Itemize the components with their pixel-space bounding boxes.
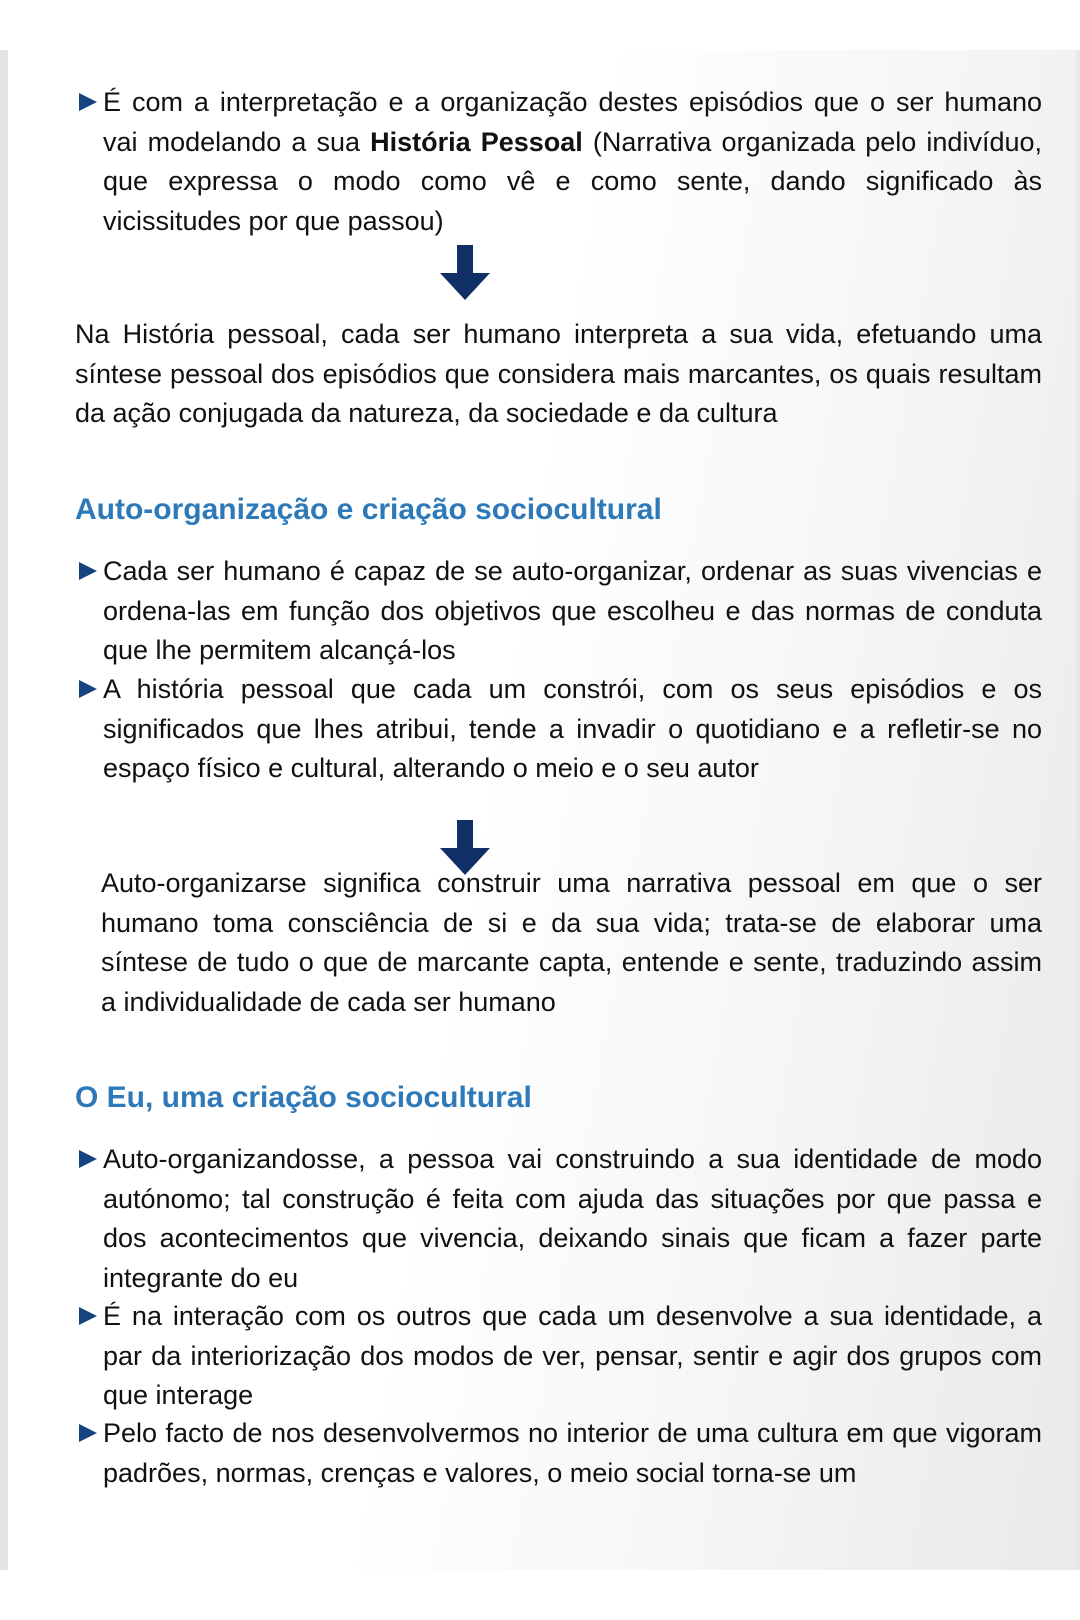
bullet-text: Pelo facto de nos desenvolvermos no interior de uma cultura em que vigoram padrões, normas, crenças e valores, o meio social torna-se um: [103, 1418, 1042, 1488]
bullet-bold-term: História Pessoal: [370, 126, 583, 157]
bullet-text-before: É com a interpretação e a organização destes episódios que o ser humano vai modelando a sua: [103, 87, 1042, 157]
bullet-historia-constroi: [77, 670, 1042, 789]
bullet-triangle-icon: [79, 680, 97, 698]
down-arrow-icon: [440, 245, 490, 303]
bullet-auto-organizar: [77, 552, 1042, 671]
bullet-triangle-icon: [79, 93, 97, 111]
conclusion-historia-pessoal: Na História pessoal, cada ser humano interpreta a sua vida, efetuando uma síntese pessoal dos episódios que considera mais marcantes, os quais resultam da ação conjugada da natureza, da sociedade e da cultura: [75, 319, 1042, 428]
bullet-historia-pessoal: [77, 83, 1042, 241]
bullet-interacao: [77, 1297, 1042, 1416]
bullet-cultura: [77, 1414, 1042, 1493]
bullet-text: É na interação com os outros que cada um desenvolve a sua identidade, a par da interiorização dos modos de ver, pensar, sentir e agir dos grupos com que interage: [103, 1301, 1042, 1410]
section-heading-auto-organizacao: Auto-organização e criação sociocultural: [75, 493, 662, 526]
bullet-triangle-icon: [79, 1150, 97, 1168]
bullet-text-after: (Narrativa organizada pelo indivíduo, que expressa o modo como vê e como sente, dando significado às vicissitudes por que passou): [103, 126, 1042, 236]
bullet-text: Auto-organizandosse, a pessoa vai construindo a sua identidade de modo autónomo; tal construção é feita com ajuda das situações por que passa e dos acontecimentos que vivencia, deixando sinais que ficam a fazer parte integrante do eu: [103, 1144, 1042, 1293]
bullet-auto-organizandosse: [77, 1140, 1042, 1298]
slide-edge-shadow: [1074, 50, 1080, 1570]
conclusion-auto-organizarse: Auto-organizarse significa construir uma narrativa pessoal em que o ser humano toma consciência de si e da sua vida; trata-se de elaborar uma síntese de tudo o que de marcante capta, entende e sente, traduzindo assim a individualidade de cada ser humano: [101, 868, 1042, 1017]
bullet-text: Cada ser humano é capaz de se auto-organizar, ordenar as suas vivencias e ordena-las em função dos objetivos que escolheu e das normas de conduta que lhe permitem alcançá-los: [103, 556, 1042, 665]
bullet-triangle-icon: [79, 1307, 97, 1325]
section-heading-o-eu: O Eu, uma criação sociocultural: [75, 1081, 532, 1114]
bullet-triangle-icon: [79, 1424, 97, 1442]
bullet-text: A história pessoal que cada um constrói, com os seus episódios e os significados que lhes atribui, tende a invadir o quotidiano e a refletir-se no espaço físico e cultural, alterando o meio e o seu autor: [103, 674, 1042, 783]
bullet-triangle-icon: [79, 562, 97, 580]
